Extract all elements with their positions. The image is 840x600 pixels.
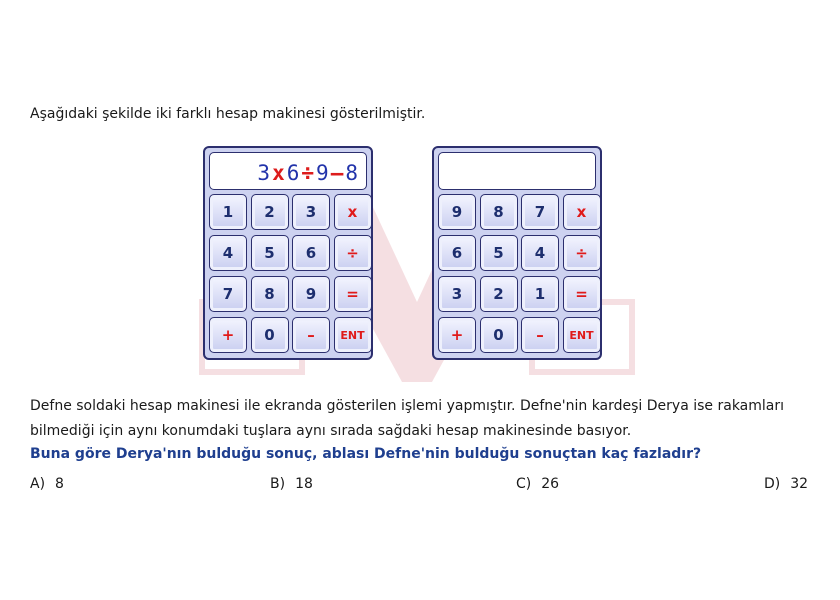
key-label: 9: [451, 203, 463, 221]
screen-expression: [257, 161, 360, 185]
option-letter: B): [270, 476, 286, 492]
calc-key[interactable]: [521, 317, 559, 353]
calc-key[interactable]: [563, 317, 601, 353]
key-label: 8: [493, 203, 504, 221]
option-value: 8: [55, 476, 64, 492]
key-label: 8: [264, 285, 275, 303]
calc-key[interactable]: [563, 194, 601, 230]
screen-digit: 8: [345, 161, 360, 185]
screen-digit: 9: [316, 161, 331, 185]
option-a[interactable]: [30, 476, 64, 492]
key-label: 7: [534, 203, 546, 221]
key-label: +: [221, 326, 235, 344]
key-label: ENT: [569, 329, 594, 342]
option-letter: A): [30, 476, 46, 492]
intro-text: Aşağıdaki şekilde iki farklı hesap makinesi gösterilmiştir.: [30, 106, 426, 122]
calc-key[interactable]: [292, 317, 330, 353]
problem-paragraph: [30, 394, 820, 444]
screen-digit: 3: [257, 161, 273, 185]
calc-key[interactable]: [563, 235, 601, 271]
calc-key[interactable]: [334, 276, 372, 312]
calc-key[interactable]: [521, 194, 559, 230]
option-d[interactable]: [764, 476, 808, 492]
key-label: 1: [534, 285, 546, 303]
key-label: –: [307, 326, 315, 344]
key-label: 5: [264, 244, 275, 262]
key-label: ENT: [340, 329, 365, 342]
option-value: 32: [790, 476, 809, 492]
calc-key[interactable]: [480, 317, 518, 353]
key-label: 0: [493, 326, 504, 344]
calc-key[interactable]: [480, 235, 518, 271]
left-calculator-screen: [209, 152, 367, 190]
key-label: 1: [222, 203, 234, 221]
calc-key[interactable]: [292, 194, 330, 230]
key-label: 3: [451, 285, 463, 303]
calc-key[interactable]: [521, 235, 559, 271]
calc-key[interactable]: [480, 276, 518, 312]
calc-key[interactable]: [292, 235, 330, 271]
calc-key[interactable]: [521, 276, 559, 312]
key-label: 6: [305, 244, 317, 262]
calc-key[interactable]: [251, 235, 289, 271]
screen-operator: ÷: [301, 161, 317, 185]
calc-key[interactable]: [209, 235, 247, 271]
key-label: 3: [305, 203, 317, 221]
calc-key[interactable]: [209, 276, 247, 312]
key-label: 0: [264, 326, 275, 344]
calc-key[interactable]: [334, 194, 372, 230]
right-calculator: [432, 146, 602, 360]
key-label: =: [575, 285, 588, 303]
calc-key[interactable]: [251, 317, 289, 353]
key-label: 4: [534, 244, 546, 262]
key-label: 2: [264, 203, 275, 221]
option-value: 26: [541, 476, 560, 492]
calc-key[interactable]: [438, 317, 476, 353]
screen-digit: 6: [286, 161, 302, 185]
calc-key[interactable]: [251, 276, 289, 312]
option-c[interactable]: [516, 476, 559, 492]
paragraph-line: Defne soldaki hesap makinesi ile ekranda gösterilen işlemi yapmıştır. Defne'nin kardeşi Derya ise rakamları: [30, 398, 785, 414]
calc-key[interactable]: [480, 194, 518, 230]
key-label: ÷: [346, 244, 359, 262]
key-label: 6: [451, 244, 463, 262]
option-value: 18: [295, 476, 313, 492]
key-label: –: [536, 326, 544, 344]
calc-key[interactable]: [251, 194, 289, 230]
key-label: +: [450, 326, 464, 344]
key-label: 9: [305, 285, 317, 303]
option-b[interactable]: [270, 476, 313, 492]
option-letter: D): [764, 476, 781, 492]
key-label: 5: [493, 244, 504, 262]
calc-key[interactable]: [438, 194, 476, 230]
calc-key[interactable]: [209, 317, 247, 353]
question-text: Buna göre Derya'nın bulduğu sonuç, ablası Defne'nin bulduğu sonuçtan kaç fazladır?: [30, 446, 702, 462]
answer-options: [30, 476, 815, 496]
option-letter: C): [516, 476, 532, 492]
key-label: ÷: [575, 244, 588, 262]
screen-operator: x: [272, 161, 287, 185]
key-label: x: [347, 203, 358, 221]
key-label: 7: [222, 285, 234, 303]
calc-key[interactable]: [438, 235, 476, 271]
calc-key[interactable]: [334, 235, 372, 271]
calc-key[interactable]: [209, 194, 247, 230]
calc-key[interactable]: [334, 317, 372, 353]
key-label: x: [576, 203, 587, 221]
left-calculator: [203, 146, 373, 360]
screen-operator: –: [330, 161, 346, 185]
calc-key[interactable]: [438, 276, 476, 312]
calc-key[interactable]: [292, 276, 330, 312]
key-label: =: [346, 285, 359, 303]
calc-key[interactable]: [563, 276, 601, 312]
key-label: 4: [222, 244, 234, 262]
key-label: 2: [493, 285, 504, 303]
right-calculator-screen: [438, 152, 596, 190]
paragraph-line: bilmediği için aynı konumdaki tuşlara aynı sırada sağdaki hesap makinesinde basıyor.: [30, 423, 632, 439]
